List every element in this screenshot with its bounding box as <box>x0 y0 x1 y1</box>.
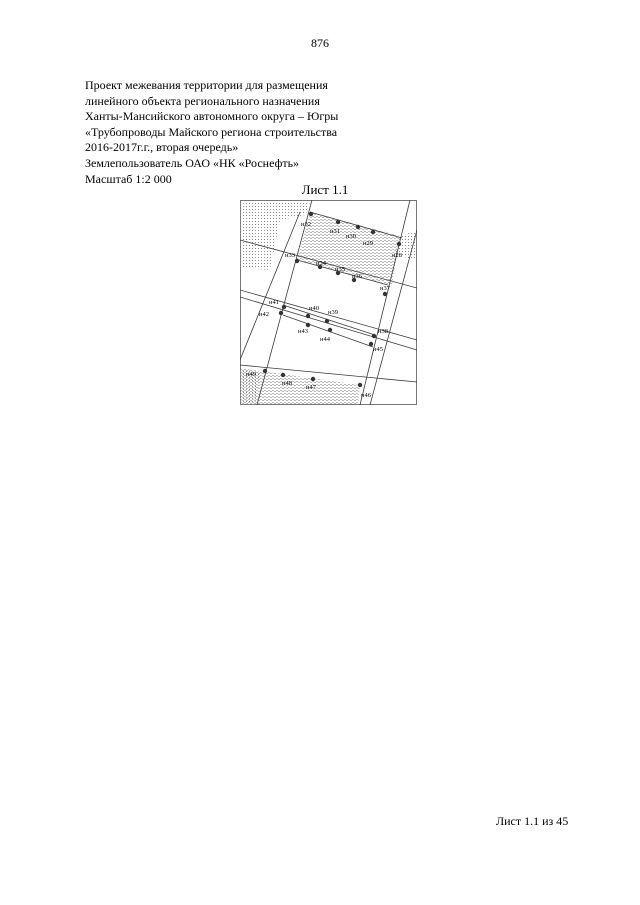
point-label: н42 <box>259 311 269 318</box>
point-label: н39 <box>328 309 338 316</box>
point-label: н33 <box>285 252 295 259</box>
header-line: линейного объекта регионального назначения <box>85 93 320 108</box>
point-label: н40 <box>309 305 319 312</box>
point-label: н28 <box>392 252 402 259</box>
survey-point <box>372 334 376 338</box>
header-line: Ханты-Мансийского автономного округа – Югры <box>85 109 339 124</box>
point-label: н45 <box>373 346 383 353</box>
survey-point <box>295 259 299 263</box>
survey-point <box>325 319 329 323</box>
project-header <box>85 78 405 187</box>
survey-point <box>263 369 267 373</box>
survey-map-drawing <box>240 200 417 405</box>
point-label: н38 <box>378 328 388 335</box>
point-label: н31 <box>330 228 340 235</box>
survey-point <box>309 212 313 216</box>
survey-point <box>371 230 375 234</box>
header-line: 2016-2017г.г., вторая очередь» <box>85 140 239 155</box>
survey-point <box>279 311 283 315</box>
point-label: н30 <box>346 233 356 240</box>
header-line: «Трубопроводы Майского региона строительства <box>85 124 338 139</box>
survey-point <box>336 220 340 224</box>
survey-point <box>358 383 362 387</box>
point-label: н48 <box>282 380 292 387</box>
survey-point <box>282 305 286 309</box>
survey-point <box>397 242 401 246</box>
survey-point <box>306 323 310 327</box>
scale-line: Масштаб 1:2 000 <box>85 171 172 186</box>
header-line: Проект межевания территории для размещения <box>85 78 328 92</box>
point-label: н34 <box>316 260 326 267</box>
sheet-title: Лист 1.1 <box>301 182 349 197</box>
point-label: н36 <box>352 273 362 280</box>
point-label: н46 <box>361 392 371 399</box>
survey-point <box>328 328 332 332</box>
point-label: н49 <box>246 371 256 378</box>
survey-map <box>240 200 417 405</box>
sheet-of-total: Лист 1.1 из 45 <box>496 814 569 828</box>
survey-point <box>383 292 387 296</box>
point-label: н43 <box>298 328 308 335</box>
page-number: 876 <box>311 36 329 50</box>
survey-point <box>306 314 310 318</box>
point-label: н37 <box>380 285 390 292</box>
point-label: н44 <box>320 336 330 343</box>
point-label: н35 <box>335 266 345 273</box>
point-label: н47 <box>306 384 316 391</box>
point-label: н29 <box>363 240 373 247</box>
survey-point <box>311 377 315 381</box>
survey-point <box>356 225 360 229</box>
header-line: Землепользователь ОАО «НК «Роснефть» <box>85 155 300 170</box>
survey-point <box>281 373 285 377</box>
point-label: н41 <box>269 299 279 306</box>
point-label: н32 <box>301 221 311 228</box>
